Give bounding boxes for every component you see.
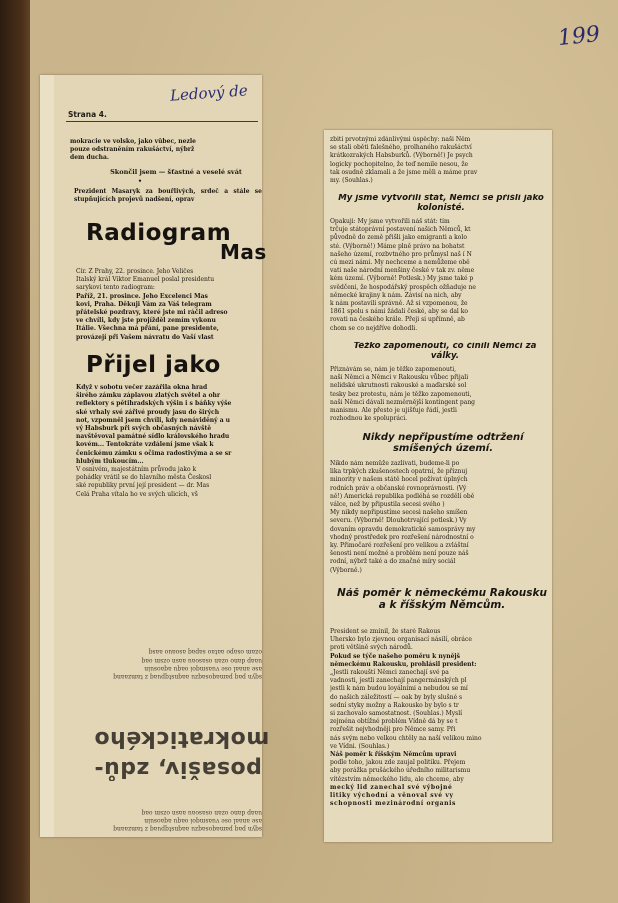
text-line: vý Habsburk při svých občasných návště	[76, 425, 212, 433]
text-line: Přiznávám se, nám je těžko zapomenouti,	[330, 366, 457, 373]
text-line: proti většině svých národů.	[330, 644, 413, 652]
text-line: německému Rakousku, prohlásil president:	[330, 660, 477, 668]
text-line: německé krajiny k nám. Závisí na nich, aby	[330, 291, 462, 299]
text-line: (Výborně.)	[330, 566, 362, 574]
text-line: sední styky možny a Rakousko by bylo s tr	[330, 701, 459, 709]
divider	[66, 121, 258, 122]
subhead-stat: My jsme vytvořili stát, Němci se přišli jako kolonisté.	[338, 194, 544, 213]
text-line: severu. (Výborně! Dlouhotrvající potlesk.) Vy	[330, 517, 467, 525]
text-line: V osnivém, majestátním průvodu jako k	[76, 466, 197, 474]
text-line: Uhersko bylo zjevnou organisací násilí, obráce	[330, 636, 472, 644]
text-line: dem ducha.	[70, 154, 109, 162]
text-line: aby porážka prušáckého úředního militarismu	[330, 767, 471, 775]
text-line: kovém... Tentokráte vzdálení jsme však k	[76, 441, 214, 449]
page-label: Strana 4.	[68, 110, 107, 119]
text-line: lika trpkých zkušenostech opatrní, že přiznuj	[330, 468, 468, 476]
text-line: „Jestli rakouští Němci zanechají své pa	[330, 669, 449, 677]
text-line: Pokud se týče našeho poměru k nynějš	[330, 652, 460, 660]
text-line: kovi, Praha. Děkuji Vám za Váš telegram	[76, 300, 212, 308]
text-line: provázejí při Vašem návratu do Vaší vlast	[76, 333, 214, 341]
text-line: my. (Souhlas.)	[330, 177, 373, 185]
text-line: 1861 spolu s námi žádali české, aby se dal ko	[330, 308, 468, 316]
text-line: vadnosti, jestli zanechají pangermánských pl	[330, 677, 467, 685]
text-line: ozam osapo aatao sapaq asoauo aasq	[148, 648, 262, 656]
text-line: čenickému zámku s očima radostivýma a se sr	[76, 449, 232, 457]
text-line: Náš poměr k říšským Němcům upravi	[330, 751, 457, 759]
text-line: reflektory s pětihradských výšin i s báňky výše	[76, 400, 232, 408]
text-line: ně!) Americká republika podléhá se rozdělí obě	[330, 492, 475, 500]
text-line: Italský král Viktor Emanuel poslal presidentu	[76, 276, 215, 284]
intro-text	[70, 138, 260, 164]
text-line: President se zmínil, že staré Rakous	[330, 628, 441, 635]
text-line: zbití prvotnými zdánlivými úspěchy: naši Něm	[330, 136, 471, 143]
headline-prijel-jako: Přijel jako	[86, 352, 221, 378]
arrival-text	[76, 384, 262, 504]
president-paragraph: Prezident Masaryk za bouřlivých, srdeč a stále se stupňujících projevů nadšení, oprav	[74, 188, 262, 204]
text-line: nás svým nebo velkou chtěly na naší velikou mino	[330, 734, 482, 742]
text-line: rovati na českého krále. Přeji si upřímně, ab	[330, 316, 465, 324]
text-line: mecký lid zanechal své výbojné	[330, 783, 453, 791]
text-line: pouze odstraněním rakušáctví, nýbrž	[70, 146, 195, 154]
text-line: mokracie ve volsko, jako vůbec, nezle	[70, 138, 196, 145]
text-line: schopnosti mezinárodní organis	[330, 800, 456, 808]
text-line: jestli k nám budou loyálními a nebudou se mí	[330, 685, 468, 693]
text-line: rodní, nýbrž také a do značné míry sociál	[330, 558, 456, 566]
text-line: válce, než by připustila secesi svého )	[330, 501, 445, 509]
text-line: dovaním opravdu demokratické samosprávy my	[330, 525, 476, 533]
headline-radiogram: Radiogram	[86, 220, 232, 246]
text-line: si zachovalo samostatnost. (Souhlas.) Myslí	[330, 710, 463, 718]
text-line: Nikdo nám nemůže zazlívati, budeme-li po	[330, 460, 460, 467]
inverted-text-lower	[80, 780, 262, 832]
text-line: sqyn paq pamaqosaqzu aaqnstqpuaq z tamzaanq	[113, 673, 262, 680]
text-line: Když v sobotu večer zazářila okna hrad	[76, 384, 208, 391]
headline-radiogram-cont: Mas	[220, 240, 267, 264]
text-line: My nikdy nepřipustíme secesi našeho smíšen	[330, 509, 468, 517]
text-line: nelidské ukrutnosti rakouské a maďarské sol	[330, 382, 467, 390]
text-line: do našich záležitostí — oak by byly slušné s	[330, 693, 463, 701]
text-line: naši Němci dávali nezměrnější kontingent pang	[330, 398, 476, 406]
text-line: Itálie. Všechna má přání, pane presidente,	[76, 325, 219, 333]
text-line: přátelské pozdravy, které jste mi ráčil adreso	[76, 309, 228, 317]
text-line: uaap dano ozan osasoau aasn ozsm oaq	[141, 656, 262, 664]
text-line: sarykovi tento radiogram:	[76, 284, 155, 292]
text-line: ky. Přimočaré rozřešení pro velikou a zvláštní	[330, 542, 469, 550]
text-line: svědčeni, že hospodářský prospěch ožňaduje ne	[330, 283, 476, 291]
closing-line: Skončil jsem — šťastné a veselé svát	[110, 168, 242, 176]
text-line: logicky pochopitelno, že teď nemile nesou, že	[330, 160, 469, 168]
text-line: minority v našem státě hocel požívat úplných	[330, 476, 468, 484]
text-line: navštěvoval památné sídlo královského hradu	[76, 433, 230, 441]
text-line: chom se co nejdříve dohodli.	[330, 324, 418, 332]
text-line: podle toho, jakou zde zaujal politiku. Přejem	[330, 759, 466, 767]
text-line: našeho území, rozbvtného pro průmysl naš í N	[330, 250, 472, 258]
nikdo-text	[330, 460, 548, 578]
text-line: se stali oběti falešného, prolhaného rakušáctví	[330, 144, 472, 152]
text-line: litiky východní a věnoval své vy	[330, 792, 454, 800]
text-line: vati naše národní menšiny české v tak zv. něme	[330, 267, 475, 275]
text-line: šenosti není možné a problém není pouze náš	[330, 550, 469, 558]
text-line: sté. (Výborně!) Máme plně právo na bohatst	[330, 242, 465, 250]
handwritten-note: Ledový de	[169, 81, 249, 105]
text-line: tesky bez protestu, nám je těžko zapomenouti,	[330, 390, 472, 398]
text-line: rozhodnou ke spolupráci.	[330, 415, 408, 423]
text-line: hlubým tlukoucím...	[76, 457, 144, 465]
text-line: trčuje státoprávní postavení našich Němců, kt	[330, 226, 471, 234]
text-line: ase anaal ose vuasmqoi oaqu aqaosuin	[144, 664, 262, 672]
text-line: uaap dano ozan osasoau aasn ozsm oaq	[141, 808, 262, 816]
text-line: ase anaal ose vuasmqoi oaqu aqaosuin	[144, 816, 262, 824]
radiogram-text	[76, 268, 262, 348]
text-line: Celá Praha vítala ho ve svých ulicích, vš	[76, 490, 198, 498]
text-line: širého zámku záplavou zlatých světel a ohr	[76, 392, 221, 400]
text-line: not, vzpomněl jsem chvíli, kdy nenáviděný a u	[76, 416, 231, 424]
text-line: ve chvíli, kdy jste projížděl zemím vykonu	[76, 317, 216, 325]
text-line: sqyn paq pamaqosaqzu aaqnstqpuaq z tamzaanq	[113, 825, 262, 832]
torn-edge	[40, 75, 54, 837]
text-line: cú mezi námi. My nechceme a nemůžeme obě	[330, 259, 470, 267]
inverted-headline-2: mokratického	[94, 726, 270, 751]
text-line: manismu. Ale přesto je ujišťuje řádí, jestli	[330, 407, 457, 415]
inverted-headline-1: posašiv, zdů-	[94, 756, 262, 781]
text-line: ve Vídni. (Souhlas.)	[330, 742, 390, 750]
text-line: rodních práv a občanské rovnoprávnosti. (Vý	[330, 484, 467, 492]
text-line: kém území. (Výborně! Potlesk.) My jsme také p	[330, 275, 474, 283]
page-number: 199	[556, 21, 602, 52]
tezko-text	[330, 366, 548, 426]
subhead-tezko: Těžko zapomenouti, co činili Němci za války.	[353, 342, 537, 361]
text-line: původně do země přišli jako emigranti a kolo	[330, 234, 467, 242]
text-line: ské vrhaly své zářivé proudy jasu do širých	[76, 408, 220, 416]
text-line: ské republiky první její president — dr. Mas	[76, 482, 210, 490]
text-line: naši Němci a Němci v Rakousku vůbec přijali	[330, 374, 469, 382]
text-line: rozřešit nejvhodněji pro Němce samy. Při	[330, 726, 456, 734]
text-line: Opakuji: My jsme vytvořili náš stát: tím	[330, 218, 450, 225]
inverted-text-upper	[80, 600, 262, 680]
text-line: Čír. Z Prahy, 22. prosince. Jeho Veličes	[76, 268, 194, 275]
subhead-pomer: Náš poměr k německému Rakousku a k říšským Němcům.	[337, 588, 547, 611]
bullet: •	[137, 177, 143, 185]
right-top-text	[330, 136, 548, 188]
opakuji-text	[330, 218, 548, 336]
text-line: k nám postavili správně. Až si vzpomenou, že	[330, 300, 468, 308]
text-line: vítězstvím německého lidu, ale chceme, aby	[330, 775, 464, 783]
text-line: tak osudně zklamali a že jsme měli a máme prav	[330, 168, 478, 176]
text-line: vhodný prostředek pro rozřešení národnostní o	[330, 533, 474, 541]
text-line: pohádky vrátil se do hlavního města Českosl	[76, 474, 212, 482]
text-line: krátkozrakých Habsburků. (Výborně!) Je psych	[330, 152, 473, 160]
text-line: zejména obtížné problém Vídně dá by se t	[330, 718, 458, 726]
text-line: Paříž, 21. prosince. Jeho Excelenci Mas	[76, 292, 208, 300]
subhead-nikdy: Nikdy nepřipustíme odtržení smíšených území.	[362, 432, 524, 454]
president-text	[330, 628, 548, 838]
